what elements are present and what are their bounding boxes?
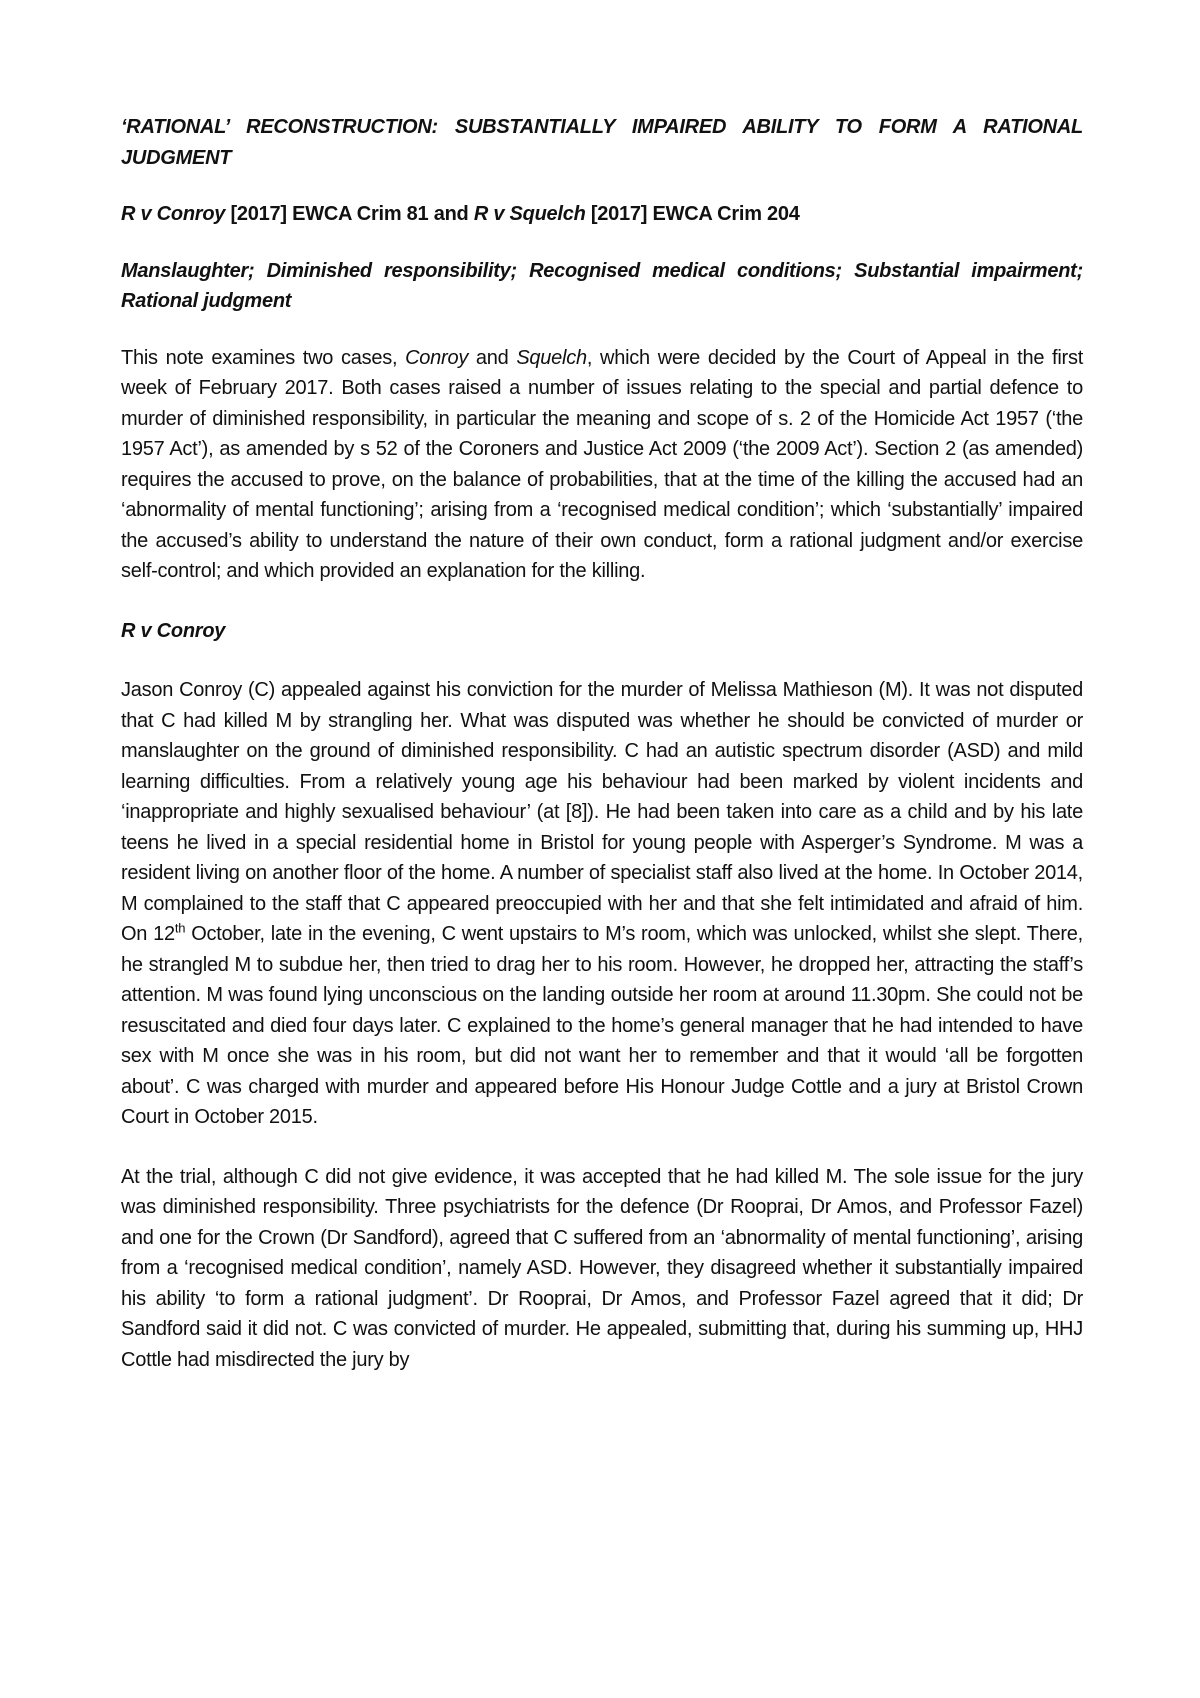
facts-text-2: October, late in the evening, C went upstairs to M’s room, which was unlocked, whilst she slept. There, he strangled M to subdue her, then tried to drag her to his room. However, he dropped her, attracting the staff’s attention. M was found lying unconscious on the landing outside her room at around 11.30pm. She could not be resuscitated and died four days later. C explained to the home’s general manager that he had intended to have sex with M once she was in his room, but did not want her to remember and that it would ‘all be forgotten about’. C was charged with murder and appeared before His Honour Judge Cottle and a jury at Bristol Crown Court in October 2015. bbox=[121, 923, 1083, 1128]
intro-text-2: and bbox=[468, 346, 517, 369]
intro-case-squelch: Squelch bbox=[516, 346, 587, 369]
intro-paragraph bbox=[121, 343, 1083, 587]
section-heading: R v Conroy bbox=[121, 619, 226, 642]
document-page bbox=[121, 112, 1083, 1404]
case-name-conroy: R v Conroy bbox=[121, 203, 226, 225]
case-ref-squelch: [2017] EWCA Crim 204 bbox=[585, 203, 800, 225]
keywords: Manslaughter; Diminished responsibility; Recognised medical conditions; Substantial impairment; Rational judgment bbox=[121, 259, 1083, 312]
facts-paragraph bbox=[121, 675, 1083, 1133]
trial-paragraph: At the trial, although C did not give evidence, it was accepted that he had killed M. The sole issue for the jury was diminished responsibility. Three psychiatrists for the defence (Dr Rooprai, Dr Amos, and Professor Fazel) and one for the Crown (Dr Sandford), agreed that C suffered from an ‘abnormality of mental functioning’, arising from a ‘recognised medical condition’, namely ASD. However, they disagreed whether it substantially impaired his ability ‘to form a rational judgment’. Dr Rooprai, Dr Amos, and Professor Fazel agreed that it did; Dr Sandford said it did not. C was convicted of murder. He appealed, submitting that, during his summing up, HHJ Cottle had misdirected the jury by bbox=[121, 1165, 1083, 1371]
article-title: ‘RATIONAL’ RECONSTRUCTION: SUBSTANTIALLY IMPAIRED ABILITY TO FORM A RATIONAL JUDGMENT bbox=[121, 116, 1083, 169]
facts-text-1: Jason Conroy (C) appealed against his conviction for the murder of Melissa Mathieson (M). It was not disputed that C had killed M by strangling her. What was disputed was whether he should be convicted of murder or manslaughter on the ground of diminished responsibility. C had an autistic spectrum disorder (ASD) and mild learning difficulties. From a relatively young age his behaviour had been marked by violent incidents and ‘inappropriate and highly sexualised behaviour’ (at [8]). He had been taken into care as a child and by his late teens he lived in a special residential home in Bristol for young people with Asperger’s Syndrome. M was a resident living on another floor of the home. A number of specialist staff also lived at the home. In October 2014, M complained to the staff that C appeared preoccupied with her and that she felt intimidated and afraid of him. On 12 bbox=[121, 679, 1083, 945]
case-ref-conroy: [2017] EWCA Crim 81 and bbox=[225, 203, 474, 225]
intro-text-1: This note examines two cases, bbox=[121, 346, 406, 369]
intro-case-conroy: Conroy bbox=[405, 346, 469, 369]
intro-text-3: , which were decided by the Court of Appeal in the first week of February 2017. Both cases raised a number of issues relating to the special and partial defence to murder of diminished responsibility, in particular the meaning and scope of s. 2 of the Homicide Act 1957 (‘the 1957 Act’), as amended by s 52 of the Coroners and Justice Act 2009 (‘the 2009 Act’). Section 2 (as amended) requires the accused to prove, on the balance of probabilities, that at the time of the killing the accused had an ‘abnormality of mental functioning’; arising from a ‘recognised medical condition’; which ‘substantially’ impaired the accused’s ability to understand the nature of their own conduct, form a rational judgment and/or exercise self-control; and which provided an explanation for the killing. bbox=[121, 346, 1084, 582]
case-citations bbox=[121, 199, 1083, 230]
ordinal-suffix: th bbox=[174, 920, 186, 936]
case-name-squelch: R v Squelch bbox=[473, 203, 586, 225]
